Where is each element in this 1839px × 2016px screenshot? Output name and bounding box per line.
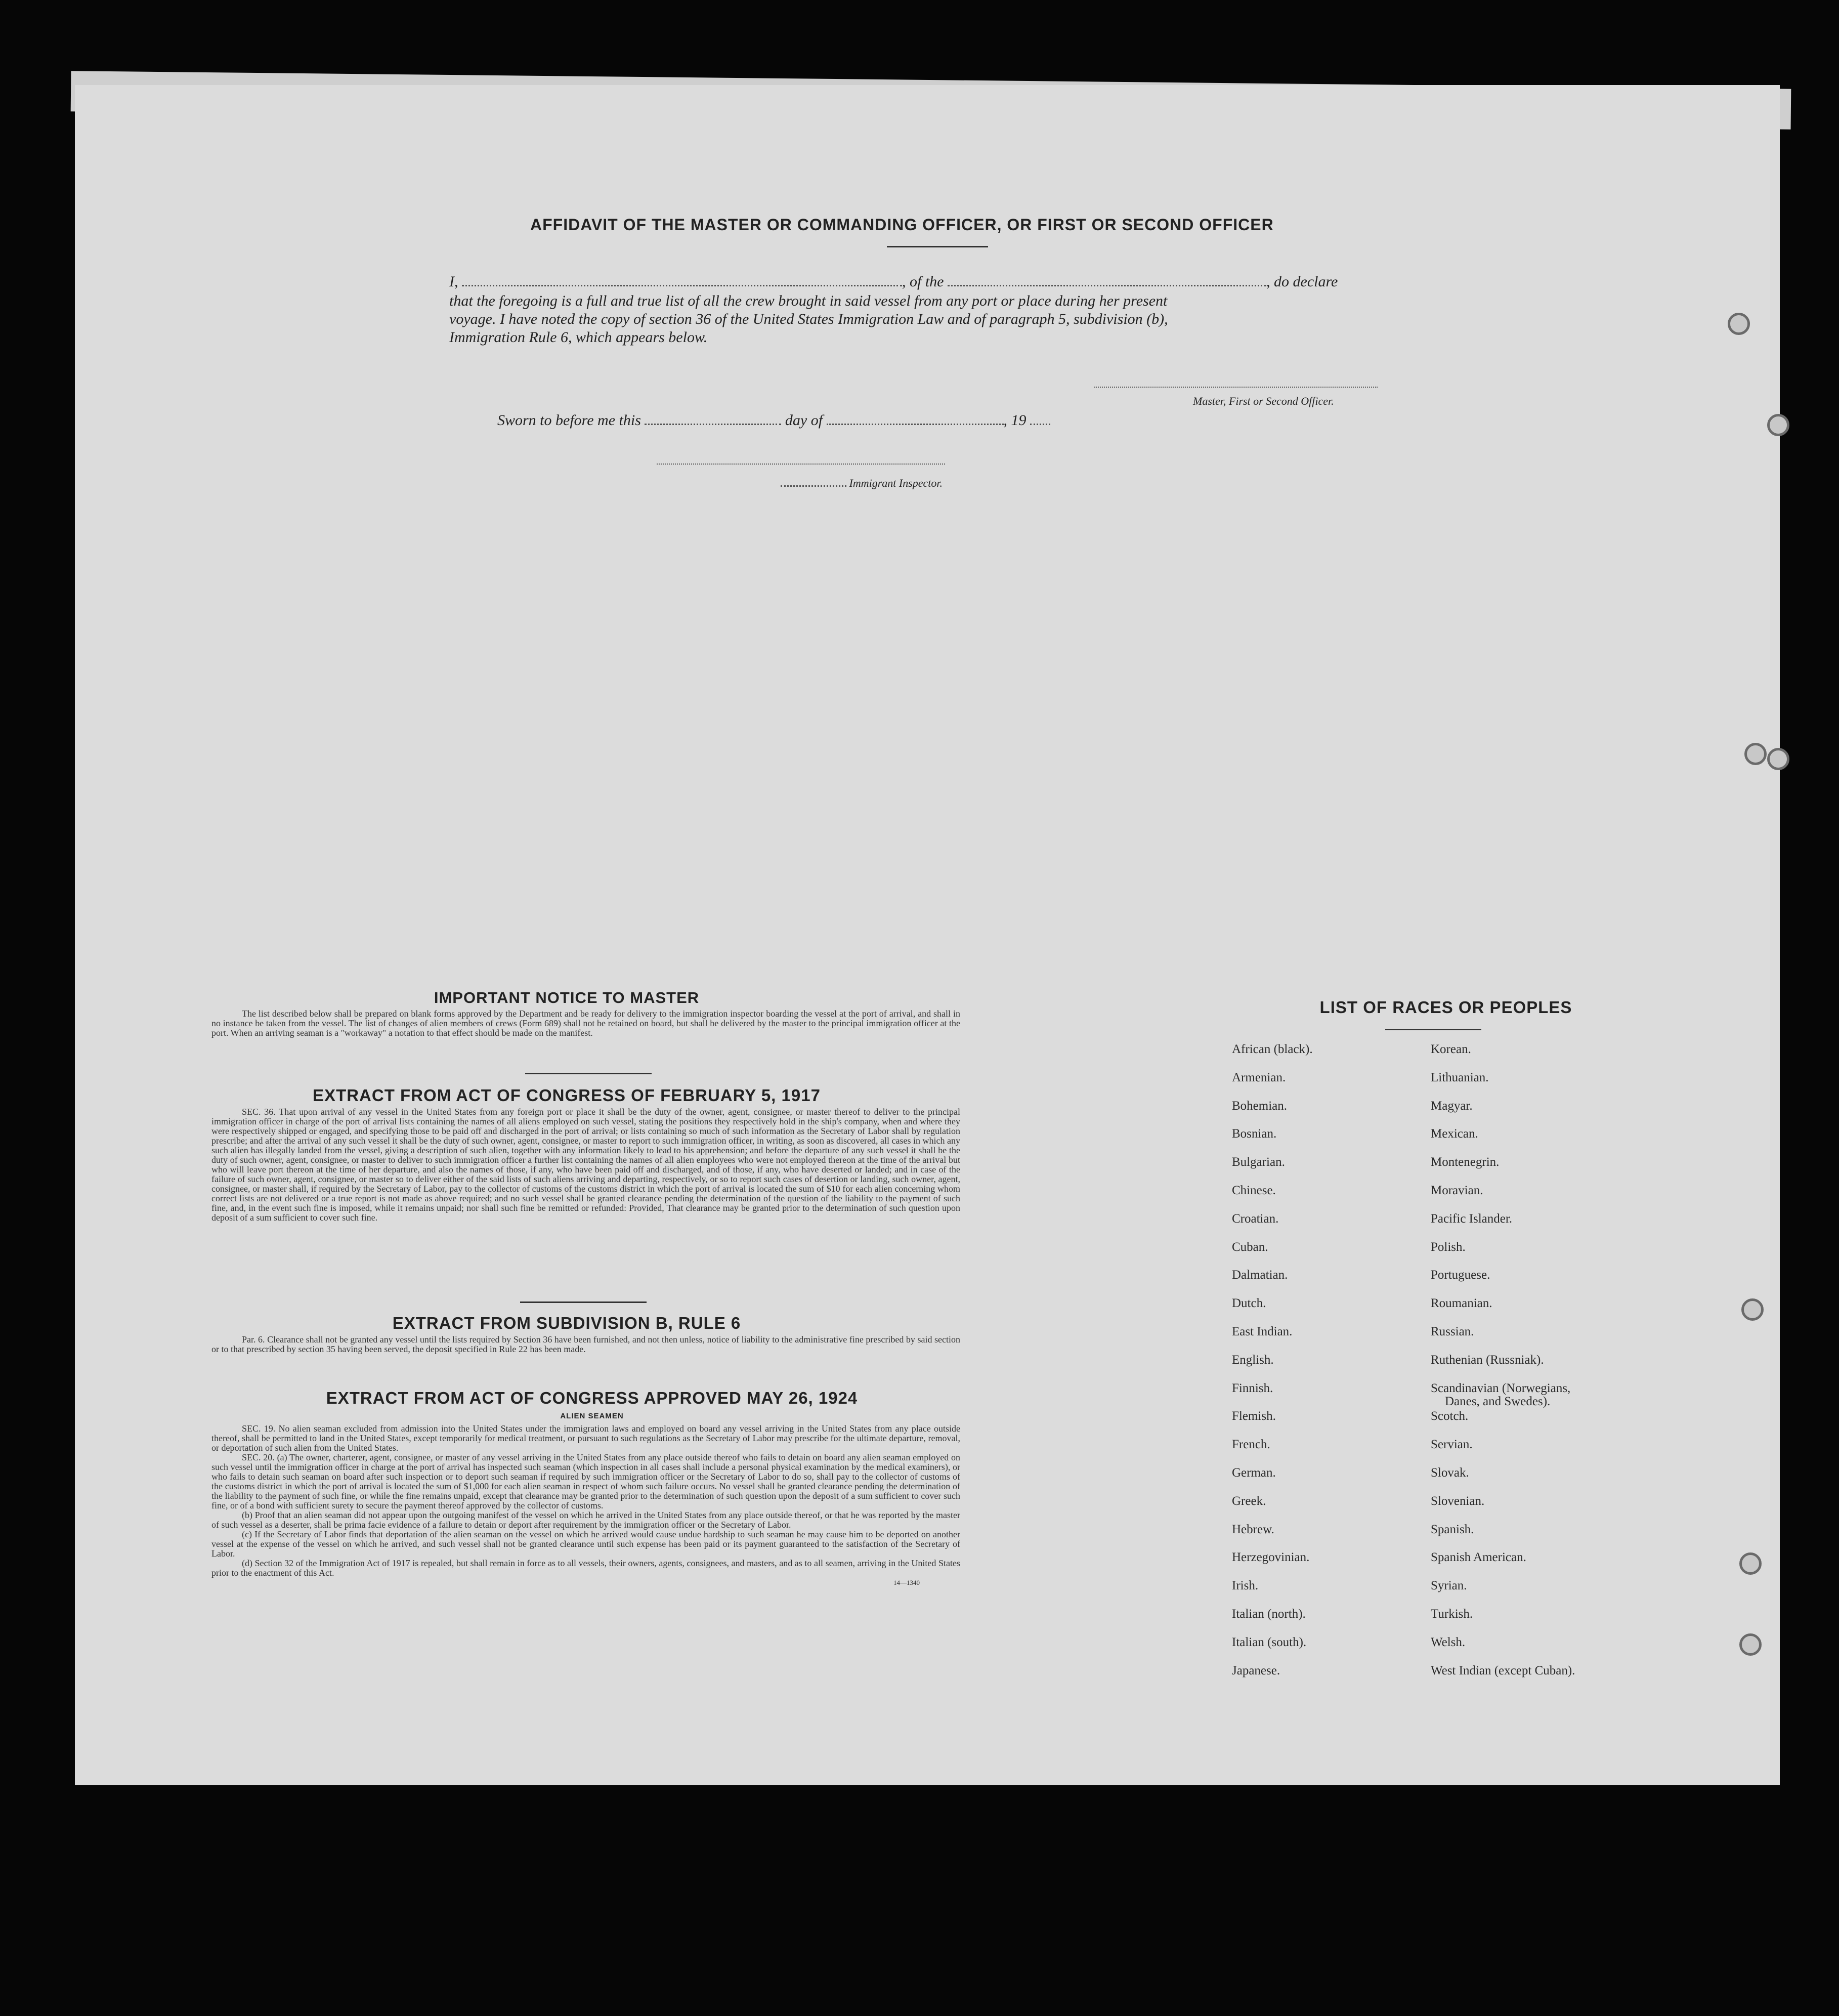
sworn-year: , 19 bbox=[1003, 412, 1027, 429]
affidavit-line1 bbox=[449, 273, 1496, 290]
race-item: Turkish. bbox=[1431, 1607, 1473, 1621]
race-item: Roumanian. bbox=[1431, 1296, 1492, 1311]
race-item: Lithuanian. bbox=[1431, 1070, 1489, 1084]
race-item: Herzegovinian. bbox=[1232, 1550, 1310, 1565]
race-item: Slovak. bbox=[1431, 1466, 1469, 1480]
notice-title: IMPORTANT NOTICE TO MASTER bbox=[434, 989, 700, 1006]
race-item: French. bbox=[1232, 1438, 1270, 1452]
inspector-label: Immigrant Inspector. bbox=[849, 477, 943, 489]
vessel-name-blank[interactable] bbox=[948, 285, 1266, 286]
punch-hole bbox=[1739, 1552, 1762, 1575]
affidavit-i: I, bbox=[449, 273, 458, 290]
race-item: African (black). bbox=[1232, 1042, 1313, 1056]
inspector-blank[interactable] bbox=[781, 485, 846, 487]
extract-1924-body bbox=[211, 1424, 960, 1587]
sec-20d: (d) Section 32 of the Immigration Act of 1917 is repealed, but shall remain in force as to all vessels, their owners, agents, consignees, and masters, and as to all seamen, arriving in the United States prior to the enactment of this Act. bbox=[211, 1558, 960, 1578]
affidavit-line4: Immigration Rule 6, which appears below. bbox=[449, 329, 708, 346]
sec-19: SEC. 19. No alien seaman excluded from admission into the United States under the immigration laws and employed on board any vessel arriving in the United States from any place outside thereof, shall be permitted to land in the United States, except temporarily for medical treatment, or pursuant to such regulations as the Secretary of Labor may prescribe for the ultimate departure, removal, or deportation of such alien from the United States. bbox=[211, 1423, 960, 1453]
punch-hole bbox=[1744, 743, 1767, 765]
master-signature-line[interactable] bbox=[1094, 387, 1378, 388]
sworn-text: Sworn to before me this bbox=[497, 412, 641, 429]
sworn-month-blank[interactable] bbox=[827, 424, 1004, 425]
notice-body: The list described below shall be prepared on blank forms approved by the Department and be ready for delivery to the immigration inspector boarding the vessel at the port of arrival, and shall in no instance be taken from the vessel. The list of changes of alien members of crews (Form 689) shall not be retained on board, but shall be delivered by the master to the principal immigration officer at the port. When an arriving seaman is a "workaway" a notation to that effect should be made on the manifest. bbox=[211, 1009, 960, 1038]
sec-20c: (c) If the Secretary of Labor finds that deportation of the alien seaman on the vessel on which he arrived would cause undue hardship to such seaman he may cause him to be deported on another vessel at the expense of the vessel on which he arrived, and such vessel shall not be granted clearance until such expense has been paid or its payment guaranteed to the satisfaction of the Secretary of Labor. bbox=[211, 1529, 960, 1559]
race-item: Cuban. bbox=[1232, 1240, 1268, 1254]
race-item: Dutch. bbox=[1232, 1296, 1266, 1311]
race-item: Scandinavian (Norwegians, bbox=[1431, 1381, 1571, 1395]
race-item: Bulgarian. bbox=[1232, 1155, 1285, 1169]
races-title: LIST OF RACES OR PEOPLES bbox=[1319, 998, 1572, 1017]
race-item: Korean. bbox=[1431, 1042, 1471, 1056]
affidavit-title: AFFIDAVIT OF THE MASTER OR COMMANDING OFFICER, OR FIRST OR SECOND OFFICER bbox=[530, 216, 1274, 234]
sworn-day-of: day of bbox=[785, 412, 823, 429]
extract-rule6-body: Par. 6. Clearance shall not be granted any vessel until the lists required by Section 36 have been furnished, and not then unless, notice of liability to the administrative fine prescribed by said section or to that prescribed by section 35 having been served, the deposit specified in Rule 22 has been made. bbox=[211, 1334, 960, 1354]
race-item: Bosnian. bbox=[1232, 1127, 1277, 1141]
race-item: Danes, and Swedes). bbox=[1445, 1394, 1551, 1408]
race-item: West Indian (except Cuban). bbox=[1431, 1663, 1575, 1677]
sec-20a: SEC. 20. (a) The owner, charterer, agent, consignee, or master of any vessel arriving in the United States from any place outside thereof who fails to detain on board any alien seaman employed on such vessel until the immigration officer in charge at the port of arrival has inspected such seaman (which inspection in all cases shall include a personal physical examination by the medical examiners), or who fails to detain such seaman on board after such inspection or to deport such seaman if required by such immigration officer or the Secretary of Labor to do so, shall pay to the collector of customs of the customs district in which the port of arrival is located the sum of $1,000 for each alien seaman in respect of whom such failure occurs. No vessel shall be granted clearance pending the determination of the liability to the payment of such fine, or while the fine remains unpaid, except that clearance may be granted prior to the determination of such question upon the deposit of a sum sufficient to cover such fine, or of a bond with sufficient surety to secure the payment thereof approved by the collector of customs. bbox=[211, 1452, 960, 1510]
race-item: Polish. bbox=[1431, 1240, 1466, 1254]
affidavit-declare: , do declare bbox=[1266, 273, 1338, 290]
extract-1917-body: SEC. 36. That upon arrival of any vessel in the United States from any foreign port or place it shall be the duty of the owner, agent, consignee, or master thereof to deliver to the principal immigration officer in charge of the port of arrival lists containing the names of all aliens employed on such vessel, stating the positions they respectively hold in the ship's company, when and where they were respectively shipped or engaged, and specifying those to be paid off and discharged in the port of arrival; or lists containing so much of such information as the Secretary of Labor shall by regulation prescribe; and after the arrival of any such vessel it shall be the duty of such owner, agent, consignee, or master to report to such immigration officer, in writing, as soon as discovered, all cases in which any such alien has illegally landed from the vessel, giving a description of such alien, together with any information likely to lead to his apprehension; and before the departure of any such vessel it shall be the duty of such owner, agent, consignee, or master to deliver to such immigration officer a further list containing the names of all alien employees who were not employed thereon at the time of the arrival but who will leave port thereon at the time of her departure, and also the names of those, if any, who have been paid off and discharged, and of those, if any, who have deserted or landed; and in case of the failure of such owner, agent, consignee, or master so to deliver either of the said lists of such aliens arriving and departing, respectively, or so to report such cases of desertion or landing, such owner, agent, consignee, or master shall, if required by the Secretary of Labor, pay to the collector of customs of the customs district in which the port of arrival is located the sum of $10 for each alien concerning whom correct lists are not delivered or a true report is not made as above required; and no such vessel shall be granted clearance pending the determination of the question of the liability to the payment of such fine, and, in the event such fine is imposed, while it remains unpaid; nor shall such fine be remitted or refunded: Provided, That clearance may be granted prior to the determination of such question upon deposit of a sum sufficient to cover such fine. bbox=[211, 1107, 960, 1223]
punch-hole bbox=[1767, 748, 1789, 770]
punch-hole bbox=[1767, 414, 1789, 436]
race-item: Ruthenian (Russniak). bbox=[1431, 1353, 1544, 1367]
race-item: Syrian. bbox=[1431, 1579, 1467, 1593]
race-item: Armenian. bbox=[1232, 1070, 1286, 1084]
divider bbox=[887, 246, 988, 247]
master-name-blank[interactable] bbox=[462, 285, 902, 286]
race-item: Montenegrin. bbox=[1431, 1155, 1500, 1169]
punch-hole bbox=[1741, 1298, 1764, 1321]
extract-1924-title: EXTRACT FROM ACT OF CONGRESS APPROVED MAY 26, 1924 bbox=[326, 1389, 858, 1407]
divider bbox=[520, 1301, 647, 1303]
race-item: East Indian. bbox=[1232, 1325, 1293, 1338]
race-item: Italian (south). bbox=[1232, 1635, 1307, 1649]
race-item: Spanish. bbox=[1431, 1522, 1474, 1536]
race-item: Magyar. bbox=[1431, 1099, 1473, 1113]
sworn-year-blank[interactable] bbox=[1030, 424, 1050, 425]
master-signature-label: Master, First or Second Officer. bbox=[1193, 395, 1334, 407]
extract-rule6-title: EXTRACT FROM SUBDIVISION B, RULE 6 bbox=[392, 1314, 741, 1332]
divider bbox=[525, 1073, 652, 1074]
affidavit-line3: voyage. I have noted the copy of section 36 of the United States Immigration Law and of paragraph 5, subdivision (b), bbox=[449, 311, 1168, 327]
sec-20b: (b) Proof that an alien seaman did not appear upon the outgoing manifest of the vessel on which he arrived in the United States from any place outside thereof, or that he was reported by the master of such vessel as a deserter, shall be prima facie evidence of a failure to detain or deport after requirement by the immigration officer or the Secretary of Labor. bbox=[211, 1510, 960, 1530]
race-item: Welsh. bbox=[1431, 1635, 1466, 1649]
extract-1917-title: EXTRACT FROM ACT OF CONGRESS OF FEBRUARY 5, 1917 bbox=[313, 1086, 821, 1105]
document-page bbox=[75, 85, 1780, 1785]
sworn-line bbox=[497, 412, 1206, 429]
affidavit-of-the: , of the bbox=[902, 273, 944, 290]
race-item: Portuguese. bbox=[1431, 1268, 1490, 1282]
race-item: Chinese. bbox=[1232, 1184, 1276, 1197]
divider bbox=[1385, 1029, 1481, 1030]
form-number: 14—1340 bbox=[893, 1579, 920, 1586]
race-item: Hebrew. bbox=[1232, 1522, 1274, 1536]
race-item: Slovenian. bbox=[1431, 1494, 1485, 1508]
sworn-day-blank[interactable] bbox=[645, 424, 781, 425]
race-item: Flemish. bbox=[1232, 1409, 1276, 1423]
inspector-label-row bbox=[781, 477, 943, 490]
race-item: Greek. bbox=[1232, 1494, 1266, 1508]
inspector-signature-line[interactable] bbox=[657, 464, 945, 465]
race-item: Servian. bbox=[1431, 1438, 1473, 1452]
race-item: Mexican. bbox=[1431, 1127, 1478, 1141]
race-item: Bohemian. bbox=[1232, 1099, 1288, 1113]
race-item: Japanese. bbox=[1232, 1663, 1280, 1677]
race-item: English. bbox=[1232, 1353, 1274, 1367]
race-item: Russian. bbox=[1431, 1325, 1474, 1338]
race-item: Scotch. bbox=[1431, 1409, 1469, 1423]
race-item: Pacific Islander. bbox=[1431, 1211, 1513, 1226]
extract-1924-subtitle: ALIEN SEAMEN bbox=[560, 1412, 624, 1420]
affidavit-line2: that the foregoing is a full and true list of all the crew brought in said vessel from any port or place during her present bbox=[449, 292, 1168, 309]
race-item: Finnish. bbox=[1232, 1381, 1273, 1395]
punch-hole bbox=[1739, 1633, 1762, 1656]
race-item: Croatian. bbox=[1232, 1211, 1279, 1226]
race-item: Spanish American. bbox=[1431, 1550, 1526, 1565]
race-item: German. bbox=[1232, 1466, 1276, 1480]
race-item: Dalmatian. bbox=[1232, 1268, 1288, 1282]
race-item: Irish. bbox=[1232, 1579, 1259, 1593]
race-item: Italian (north). bbox=[1232, 1607, 1306, 1621]
punch-hole bbox=[1728, 313, 1750, 335]
race-item: Moravian. bbox=[1431, 1184, 1483, 1197]
